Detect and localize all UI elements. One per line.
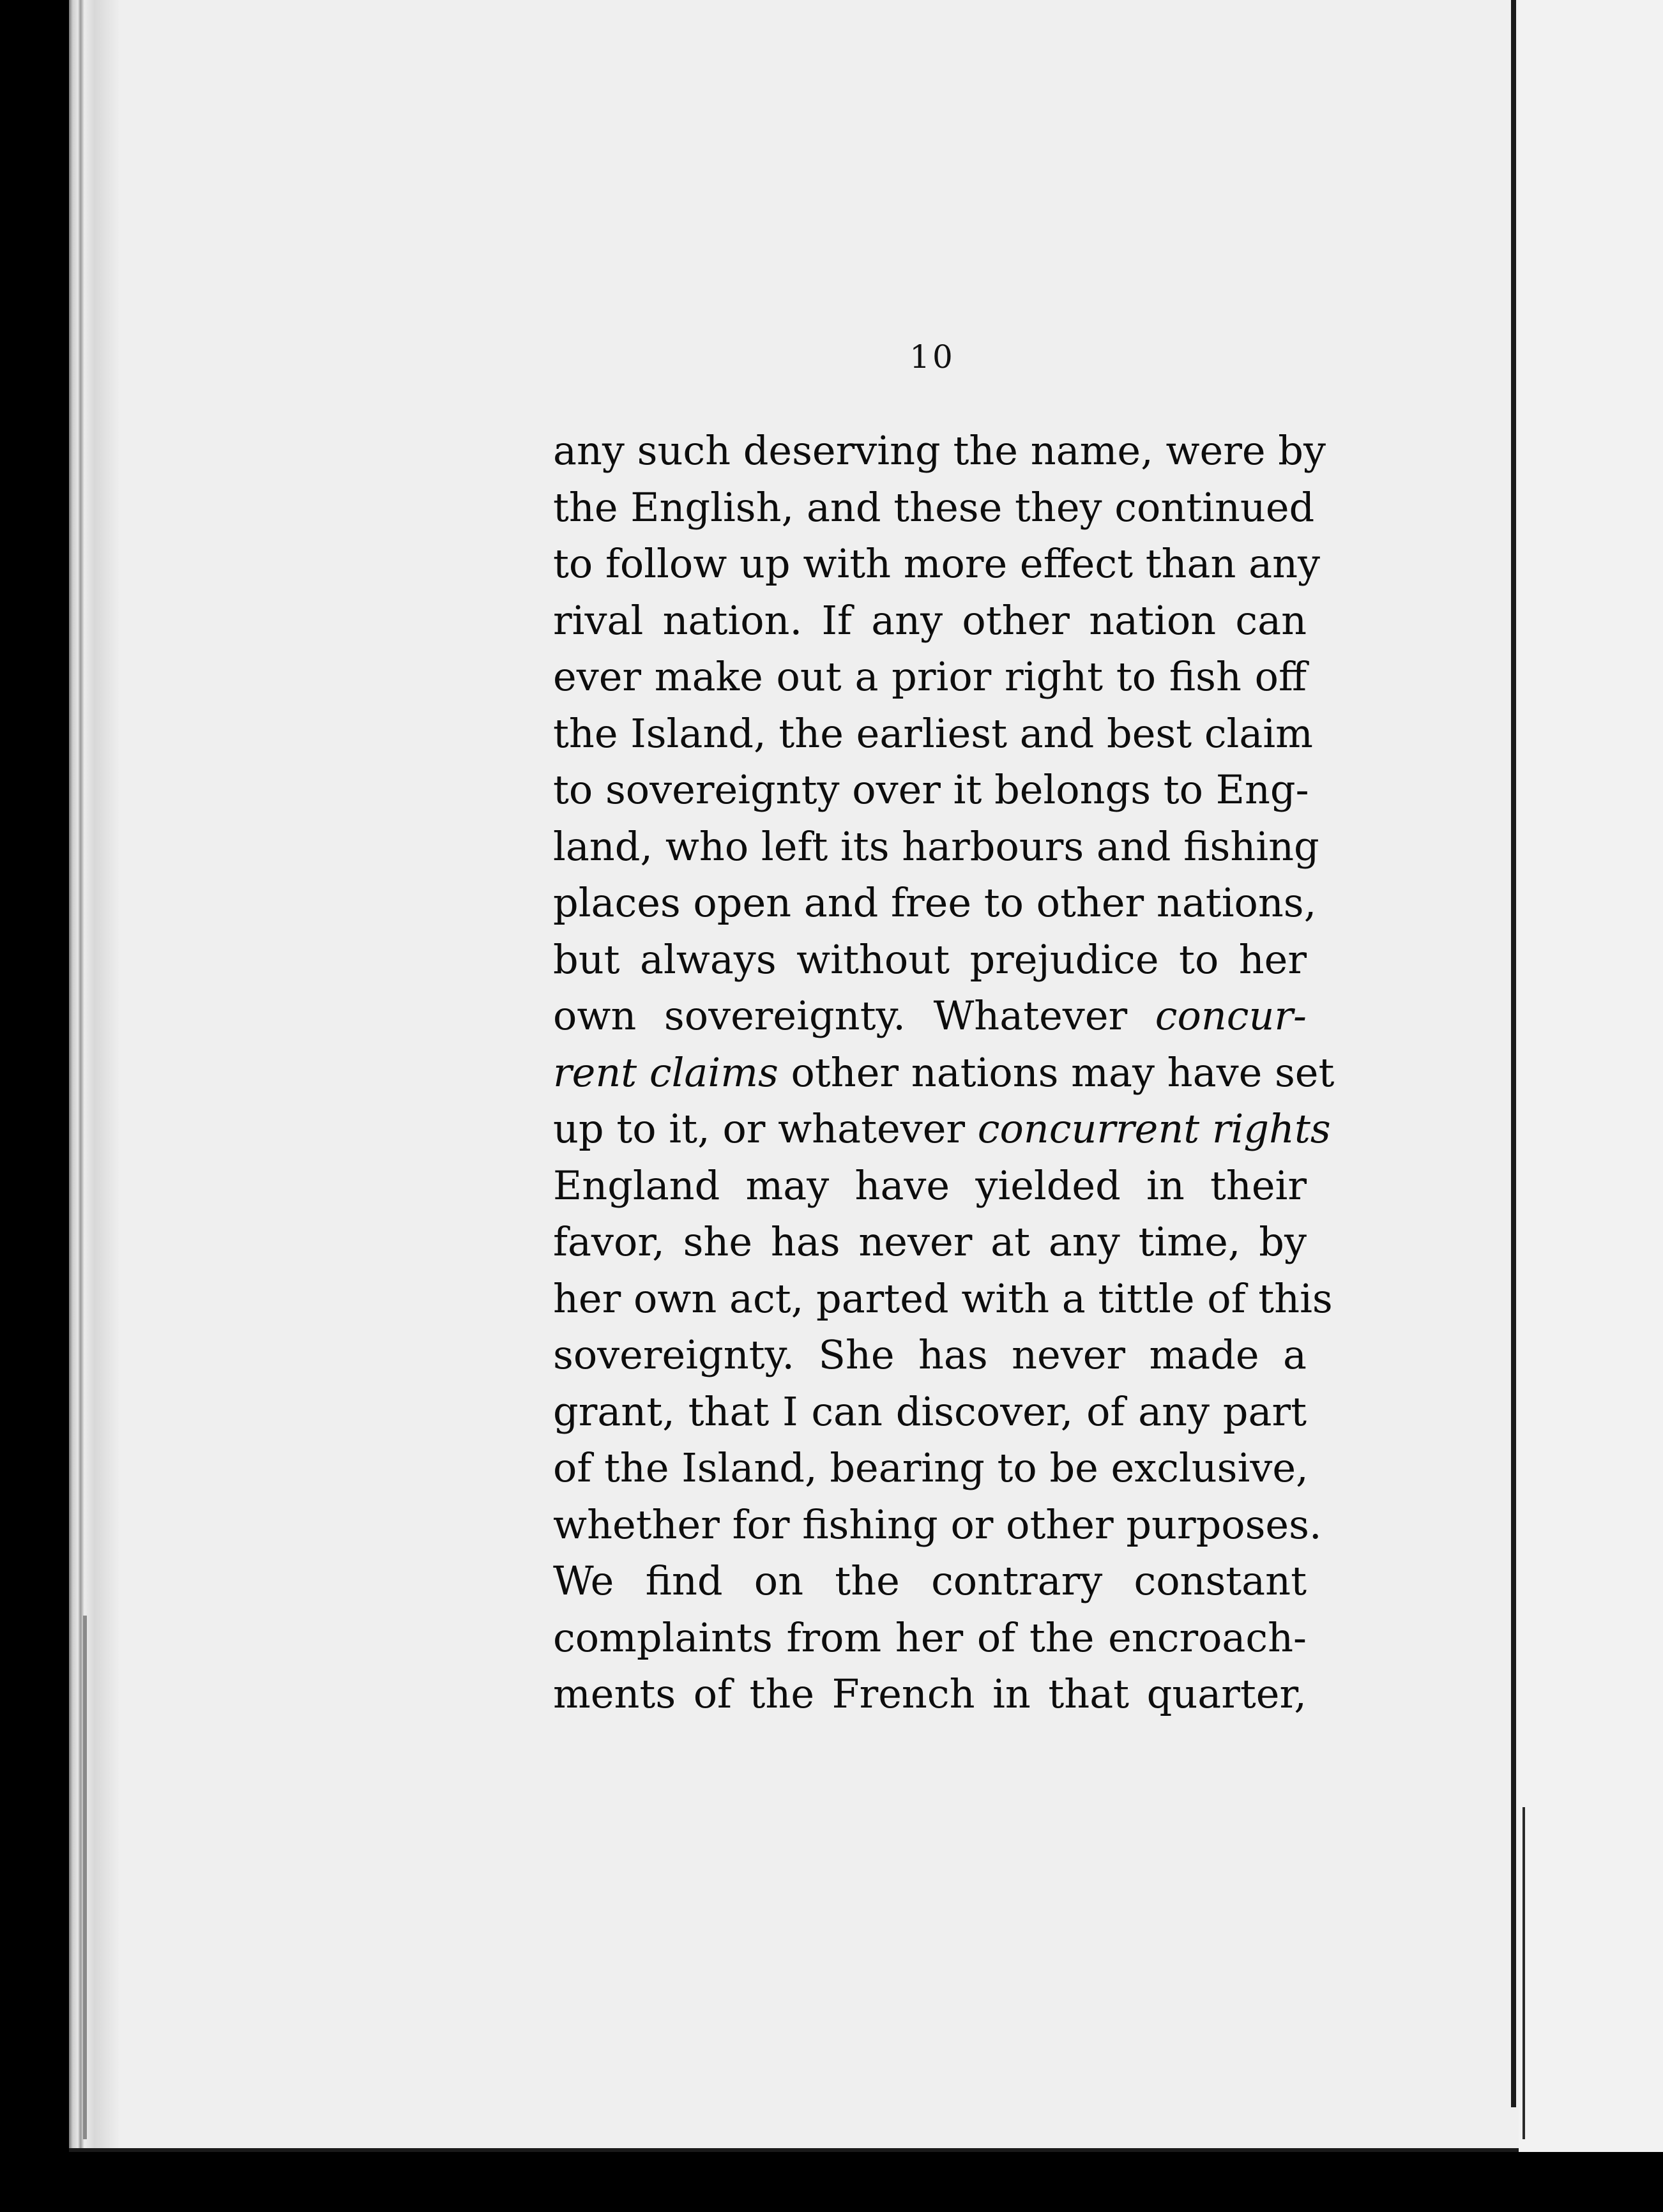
text-line (553, 706, 1313, 762)
text-run: favor, she has never at any time, by (553, 1218, 1307, 1265)
text-line (553, 1440, 1307, 1497)
text-line (553, 1045, 1335, 1102)
text-run: the Island, the earliest and best claim (553, 709, 1313, 757)
text-run: rival nation. If any other nation can (553, 596, 1307, 644)
text-line (553, 1271, 1333, 1328)
text-line (553, 875, 1317, 932)
text-line (553, 423, 1326, 480)
text-line (553, 988, 1307, 1045)
text-line (553, 649, 1307, 706)
text-run: any such deserving the name, were by (553, 427, 1326, 474)
page-fold-line-secondary (1523, 1807, 1525, 2139)
text-line (553, 1101, 1331, 1158)
text-run: complaints from her of the encroach- (553, 1614, 1307, 1661)
text-run: England may have yielded in their (553, 1162, 1307, 1209)
text-run: whether for fishing or other purposes. (553, 1501, 1322, 1548)
text-run: up to it, or whatever (553, 1105, 978, 1152)
text-run: places open and free to other nations, (553, 879, 1317, 926)
text-run: her own act, parted with a tittle of this (553, 1275, 1333, 1322)
text-line (553, 536, 1321, 593)
italic-text-run: concur- (1155, 992, 1307, 1039)
text-line (553, 480, 1315, 536)
text-line (553, 1497, 1322, 1554)
text-run: other nations may have set (778, 1049, 1335, 1096)
text-line (553, 762, 1307, 819)
binding-shadow (83, 1616, 87, 2139)
page-fold-line (1511, 0, 1516, 2107)
text-line (553, 1553, 1307, 1610)
text-run: ments of the French in that quarter, (553, 1670, 1307, 1717)
text-run: ever make out a prior right to fish off (553, 653, 1307, 700)
text-run: We find on the contrary constant (553, 1557, 1307, 1604)
text-run: of the Island, bearing to be exclusive, (553, 1444, 1309, 1491)
italic-text-run: concurrent rights (977, 1105, 1331, 1152)
page-binding-edge (69, 0, 120, 2148)
text-run: land, who left its harbours and fishing (553, 822, 1319, 870)
text-line (553, 819, 1319, 875)
text-line (553, 1610, 1307, 1667)
text-run: sovereignty. She has never made a (553, 1331, 1307, 1378)
text-line (553, 1158, 1307, 1215)
facing-page-edge (1519, 0, 1663, 2152)
page-number: 10 (909, 338, 955, 375)
scan-bottom-border (0, 2152, 1663, 2212)
text-run: to follow up with more effect than any (553, 540, 1321, 587)
text-line (553, 1327, 1307, 1384)
text-line (553, 932, 1307, 989)
text-run: own sovereignty. Whatever (553, 992, 1155, 1039)
text-line (553, 1384, 1307, 1441)
text-run: to sovereignty over it belongs to Eng- (553, 766, 1309, 813)
text-line (553, 1666, 1307, 1723)
text-run: but always without prejudice to her (553, 936, 1307, 983)
text-run: grant, that I can discover, of any part (553, 1388, 1307, 1435)
text-run: the English, and these they continued (553, 483, 1315, 531)
text-line (553, 593, 1307, 649)
italic-text-run: rent claims (553, 1049, 778, 1096)
body-text (553, 423, 1335, 1723)
text-line (553, 1214, 1307, 1271)
